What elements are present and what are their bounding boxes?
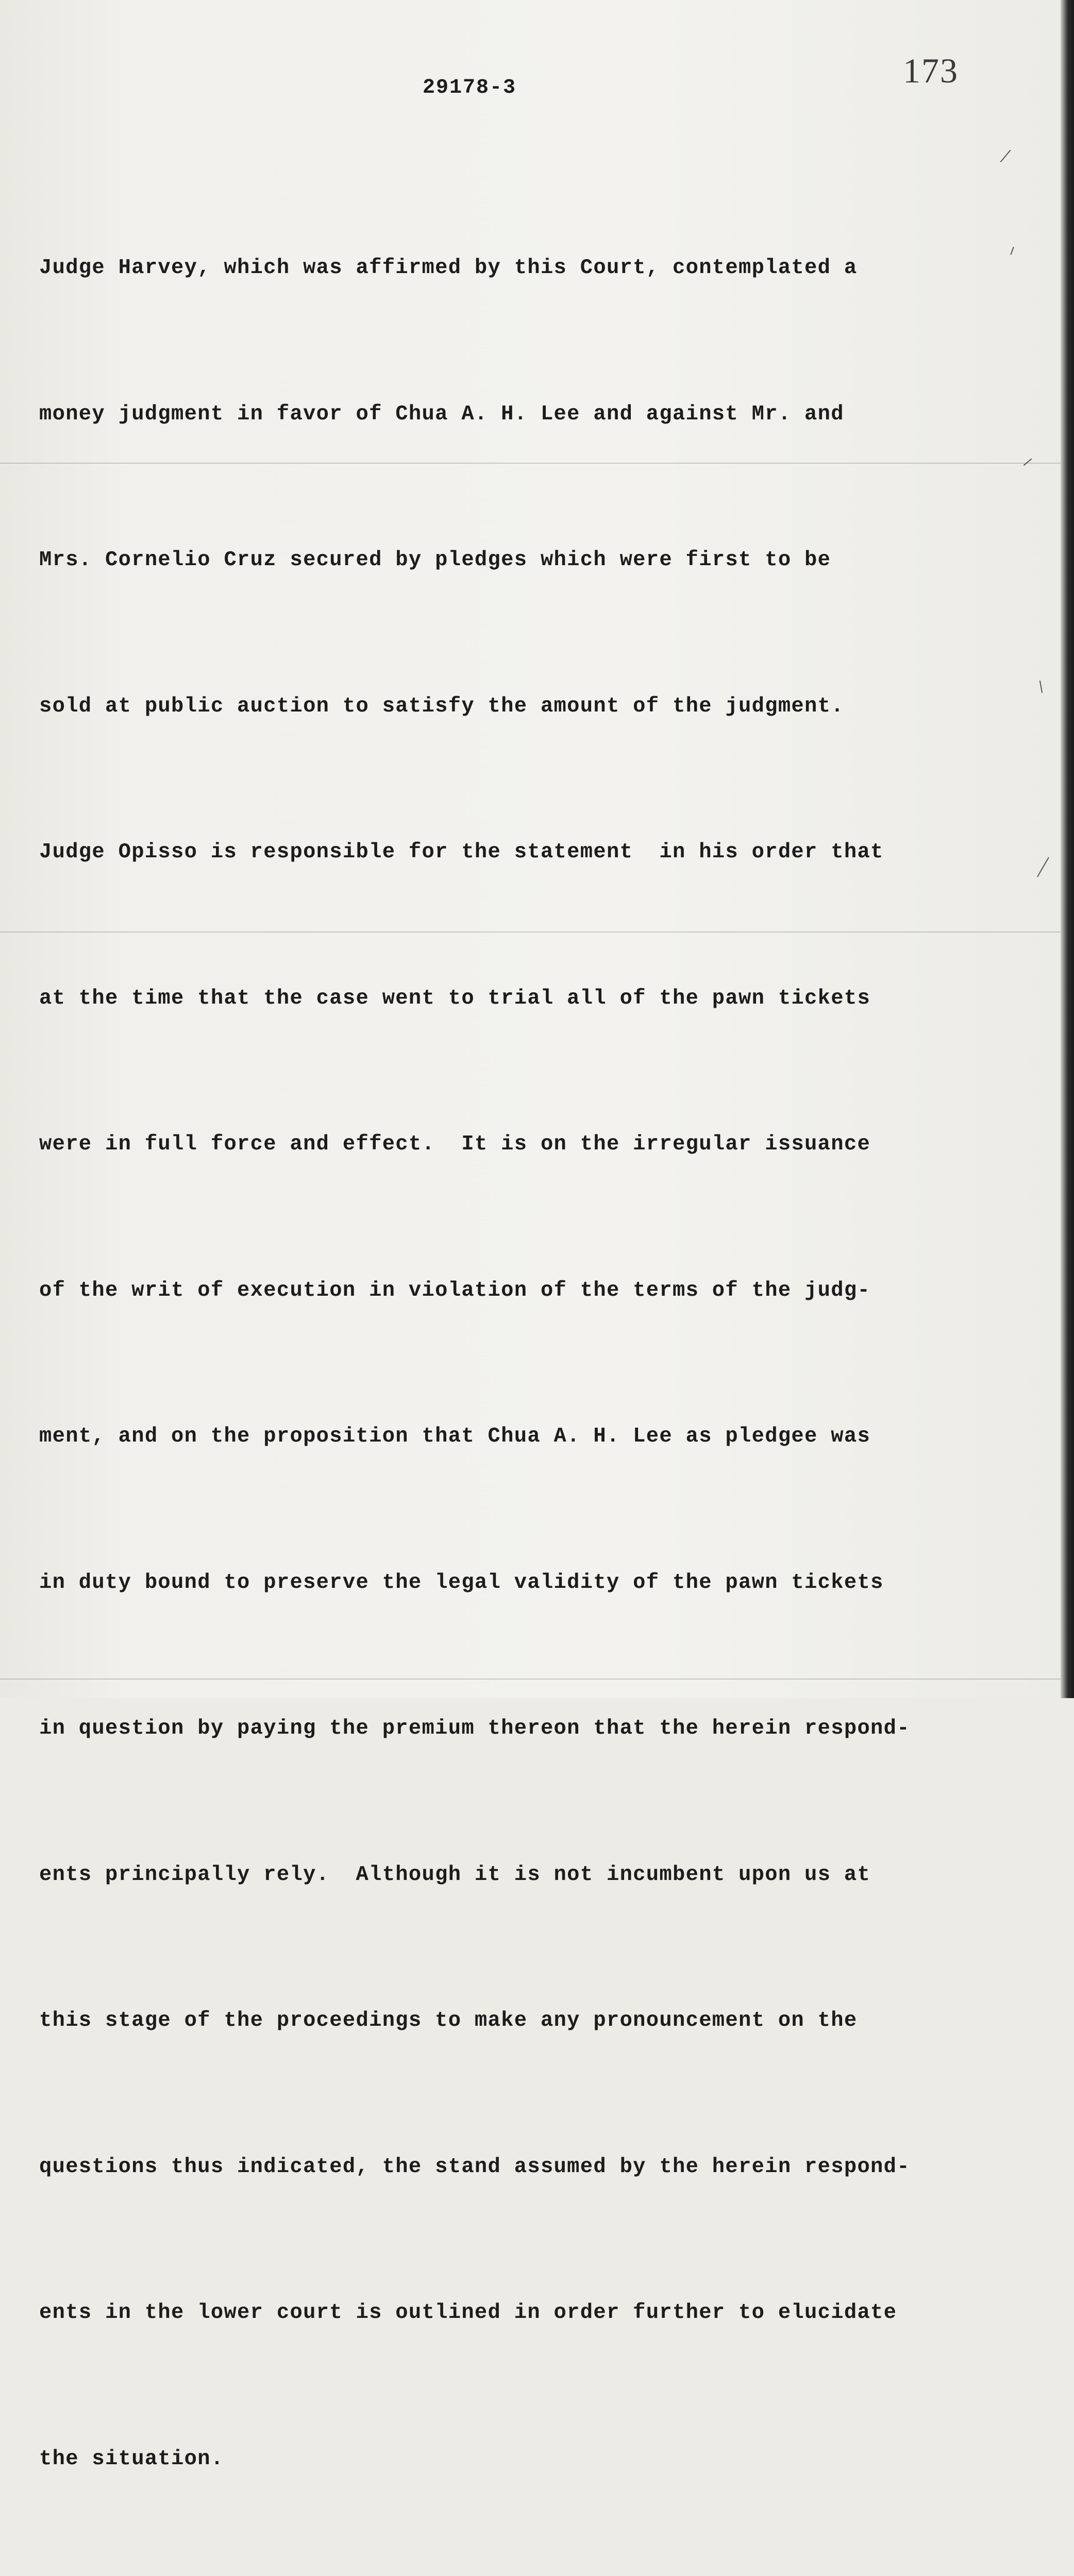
- text-line: Judge Harvey, which was affirmed by this Court, contemplated a: [39, 256, 858, 280]
- margin-check-mark: [1037, 857, 1049, 877]
- margin-check-mark: [1023, 459, 1032, 466]
- text-line: money judgment in favor of Chua A. H. Lee and against Mr. and: [39, 402, 844, 426]
- text-line: the situation.: [39, 2447, 224, 2471]
- text-line: Mrs. Cornelio Cruz secured by pledges which were first to be: [39, 548, 831, 572]
- text-line: Judge Opisso is responsible for the statement in his order that: [39, 840, 884, 864]
- page-number: 173: [903, 51, 959, 90]
- text-line: at the time that the case went to trial all of the pawn tickets: [39, 986, 871, 1010]
- text-line: sold at public auction to satisfy the amount of the judgment.: [39, 694, 844, 718]
- text-line: this stage of the proceedings to make any pronouncement on the: [39, 2009, 858, 2032]
- text-line: were in full force and effect. It is on the irregular issuance: [39, 1132, 871, 1156]
- text-line: in question by paying the premium thereon that the herein respond-: [39, 1717, 910, 1740]
- margin-check-mark: [1039, 681, 1043, 693]
- body-text: [39, 146, 1018, 2576]
- text-line: of the writ of execution in violation of the terms of the judg-: [39, 1278, 871, 1302]
- text-line: questions thus indicated, the stand assumed by the herein respond-: [39, 2155, 910, 2179]
- text-line: in duty bound to preserve the legal validity of the pawn tickets: [39, 1570, 884, 1595]
- text-line: ents in the lower court is outlined in order further to elucidate: [39, 2301, 897, 2325]
- scan-border: [1061, 0, 1074, 1698]
- text-line: ents principally rely. Although it is not incumbent upon us at: [39, 1862, 871, 1887]
- text-line: ment, and on the proposition that Chua A. H. Lee as pledgee was: [39, 1425, 871, 1448]
- document-reference: 29178-3: [423, 76, 517, 99]
